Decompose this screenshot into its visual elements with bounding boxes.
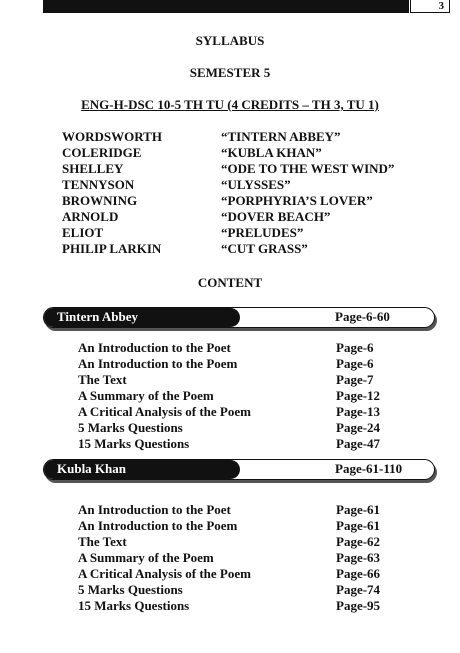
poet-name: PHILIP LARKIN: [62, 241, 162, 256]
content-heading: CONTENT: [197, 275, 263, 290]
poet-row: [62, 193, 442, 209]
item-page: Page-66: [336, 566, 381, 581]
list-item: [78, 404, 418, 420]
item-label: A Summary of the Poem: [78, 388, 214, 403]
poet-name: WORDSWORTH: [62, 129, 162, 144]
poet-row: [62, 177, 442, 193]
poet-row: [62, 241, 442, 257]
section-title: Tintern Abbey: [57, 309, 139, 324]
item-label: The Text: [78, 534, 127, 549]
list-item: [78, 518, 418, 534]
item-label: The Text: [78, 372, 127, 387]
poet-row: [62, 225, 442, 241]
poet-row: [62, 145, 442, 161]
item-page: Page-61: [336, 502, 381, 517]
item-page: Page-95: [336, 598, 381, 613]
poem-title: “CUT GRASS”: [221, 241, 308, 256]
poet-row: [62, 209, 442, 225]
header-bar: [43, 0, 409, 13]
poem-title: “TINTERN ABBEY”: [221, 129, 341, 144]
item-page: Page-13: [336, 404, 381, 419]
item-label: 5 Marks Questions: [78, 582, 183, 597]
list-item: [78, 388, 418, 404]
item-page: Page-62: [336, 534, 381, 549]
item-page: Page-61: [336, 518, 381, 533]
section-pages: Page-6-60: [335, 309, 390, 324]
poet-name: ELIOT: [62, 225, 104, 240]
item-page: Page-7: [336, 372, 374, 387]
poet-name: BROWNING: [62, 193, 138, 208]
list-item: [78, 340, 418, 356]
item-page: Page-63: [336, 550, 381, 565]
poem-title: “PORPHYRIA’S LOVER”: [221, 193, 373, 208]
poet-name: ARNOLD: [62, 209, 119, 224]
poet-name: TENNYSON: [62, 177, 135, 192]
item-label: An Introduction to the Poem: [78, 518, 238, 533]
poem-title: “ODE TO THE WEST WIND”: [221, 161, 395, 176]
section-pages: Page-61-110: [335, 461, 403, 476]
item-page: Page-24: [336, 420, 381, 435]
item-label: A Critical Analysis of the Poem: [78, 404, 251, 419]
item-page: Page-6: [336, 340, 374, 355]
section-header-tintern-abbey: [43, 307, 435, 328]
item-label: 15 Marks Questions: [78, 436, 190, 451]
item-label: An Introduction to the Poet: [78, 502, 231, 517]
poet-name: SHELLEY: [62, 161, 124, 176]
list-item: [78, 372, 418, 388]
page-number: 3: [438, 0, 444, 12]
poem-title: “KUBLA KHAN”: [221, 145, 322, 160]
poet-name: COLERIDGE: [62, 145, 142, 160]
poem-title: “DOVER BEACH”: [221, 209, 331, 224]
list-item: [78, 598, 418, 614]
poem-title: “PRELUDES”: [221, 225, 304, 240]
item-page: Page-47: [336, 436, 381, 451]
item-label: 15 Marks Questions: [78, 598, 190, 613]
item-page: Page-74: [336, 582, 381, 597]
item-label: An Introduction to the Poet: [78, 340, 231, 355]
item-page: Page-12: [336, 388, 381, 403]
list-item: [78, 534, 418, 550]
semester-heading: SEMESTER 5: [189, 65, 271, 80]
item-label: A Summary of the Poem: [78, 550, 214, 565]
item-label: 5 Marks Questions: [78, 420, 183, 435]
poet-row: [62, 161, 442, 177]
list-item: [78, 436, 418, 452]
list-item: [78, 502, 418, 518]
item-label: An Introduction to the Poem: [78, 356, 238, 371]
course-code: ENG-H-DSC 10-5 TH TU (4 CREDITS – TH 3, TU 1): [81, 97, 379, 112]
poet-row: [62, 129, 442, 145]
list-item: [78, 550, 418, 566]
list-item: [78, 420, 418, 436]
list-item: [78, 582, 418, 598]
section-title: Kubla Khan: [57, 461, 127, 476]
list-item: [78, 566, 418, 582]
poem-title: “ULYSSES”: [221, 177, 291, 192]
item-page: Page-6: [336, 356, 374, 371]
item-label: A Critical Analysis of the Poem: [78, 566, 251, 581]
section-header-kubla-khan: [43, 459, 435, 480]
syllabus-heading: SYLLABUS: [195, 33, 265, 48]
list-item: [78, 356, 418, 372]
